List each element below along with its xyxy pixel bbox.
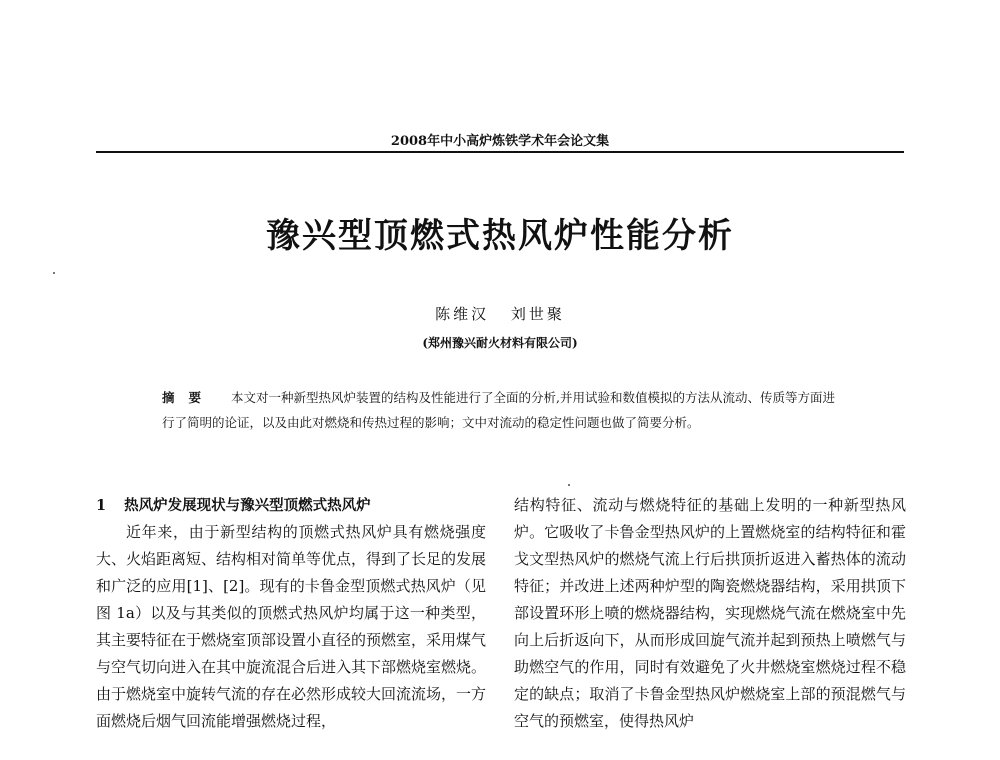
abstract-text: 本文对一种新型热风炉装置的结构及性能进行了全面的分析,并用试验和数值模拟的方法从流动、传质等方面进行了简明的论证，以及由此对燃烧和传热过程的影响；文中对流动的稳定性问题也做了简要分析。 <box>162 390 835 430</box>
section-heading <box>96 492 486 519</box>
paper-authors: 陈维汉 刘世聚 <box>435 305 565 323</box>
section-title: 热风炉发展现状与豫兴型顶燃式热风炉 <box>124 497 371 514</box>
running-header: 2008年中小高炉炼铁学术年会论文集 <box>390 134 610 149</box>
abstract-label: 摘要 <box>162 390 216 405</box>
paper-affiliation: (郑州豫兴耐火材料有限公司) <box>422 336 578 350</box>
header-rule <box>96 151 904 153</box>
scan-speck <box>53 272 55 274</box>
scan-speck <box>568 484 570 486</box>
left-column <box>96 492 486 735</box>
body-paragraph-continued: 结构特征、流动与燃烧特征的基础上发明的一种新型热风炉。它吸收了卡鲁金型热风炉的上置燃烧室的结构特征和霍戈文型热风炉的燃烧气流上行后拱顶折返进入蓄热体的流动特征；并改进上述两种炉型的陶瓷燃烧器结构，采用拱顶下部设置环形上喷的燃烧器结构，实现燃烧气流在燃烧室中先向上后折返向下，从而形成回旋气流并起到预热上喷燃气与助燃空气的作用，同时有效避免了火井燃烧室燃烧过程不稳定的缺点；取消了卡鲁金型热风炉燃烧室上部的预混燃气与空气的预燃室，使得热风炉 <box>514 496 906 730</box>
paper-title: 豫兴型顶燃式热风炉性能分析 <box>266 216 734 256</box>
right-column <box>514 492 906 735</box>
abstract <box>162 385 844 435</box>
body-paragraph: 近年来，由于新型结构的顶燃式热风炉具有燃烧强度大、火焰距离短、结构相对简单等优点，得到了长足的发展和广泛的应用[1]、[2]。现有的卡鲁金型顶燃式热风炉（见图 1a）以及与其类似的顶燃式热风炉均属于这一种类型，其主要特征在于燃烧室顶部设置小直径的预燃室，采用煤气与空气切向进入在其中旋流混合后进入其下部燃烧室燃烧。由于燃烧室中旋转气流的存在必然形成较大回流流场，一方面燃烧后烟气回流能增强燃烧过程， <box>96 523 487 730</box>
section-number: 1 <box>96 497 107 514</box>
